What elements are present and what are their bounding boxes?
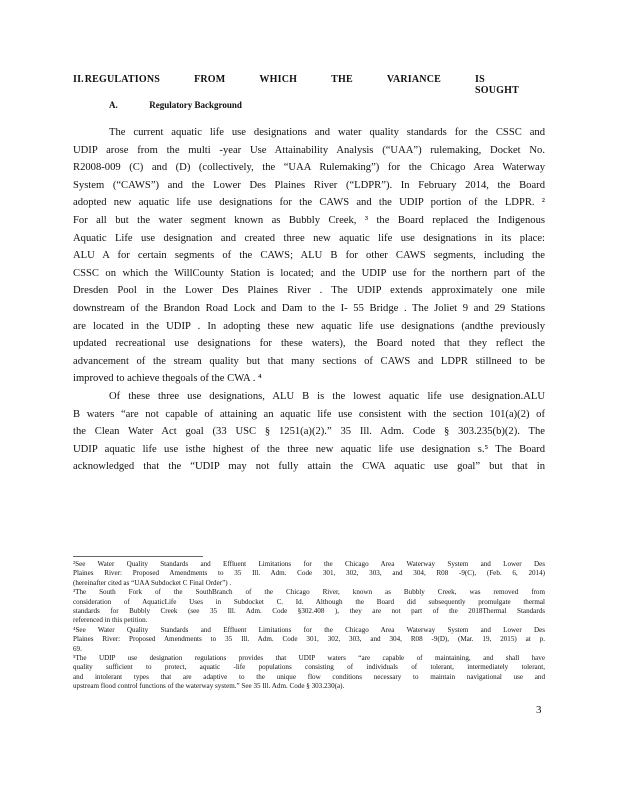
body-line: downstream of the Brandon Road Lock and Dam to the I- 55 Bridge . The Joliet 9 and 29 Stations [73, 302, 545, 314]
body-line: Aquatic Life use designation and created three new aquatic life use designations in its place: [73, 232, 545, 244]
heading-word: WHICH [259, 74, 298, 85]
heading-word: THE [331, 74, 353, 85]
footnote-line: upstream flood control functions of the waterway system.” See 35 Ill. Adm. Code § 303.230(a). [73, 682, 345, 691]
body-line: updated recreational use designations for these waters), the Board noted that they reflect the [73, 338, 545, 350]
body-line: acknowledged that the “UDIP may not fully attain the CWA aquatic use goal” but that in [73, 461, 545, 473]
subsection-heading [109, 100, 242, 110]
footnote-4 [73, 626, 545, 654]
body-line: B waters “are not capable of attaining an aquatic life use consistent with the section 101(a)(2) of [73, 408, 545, 420]
subsection-letter: A. [109, 100, 118, 110]
footnote-separator [73, 556, 203, 557]
body-line: the Clean Water Act goal (33 USC § 1251(a)(2).” 35 Ill. Adm. Code § 303.235(b)(2). The [73, 426, 545, 438]
footnote-line: ³The South Fork of the SouthBranch of the Chicago River, known as Bubbly Creek, was removed from [73, 588, 545, 597]
body-line: The current aquatic life use designations and water quality standards for the CSSC and [109, 127, 545, 138]
footnote-5 [73, 654, 545, 692]
footnote-line: standards for Bubbly Creek (see 35 Ill. Adm. Code §302.408 ), they are not part of the 2018Thermal Standards [73, 607, 545, 616]
section-number: II. [73, 74, 84, 85]
heading-word: IS SOUGHT [475, 74, 520, 96]
footnote-line: Plaines River: Proposed Amendments to 35 Ill. Adm. Code 301, 302, 303, and 304, R08 -9(C), (Feb. 6, 2014) [73, 569, 545, 578]
footnote-3 [73, 588, 545, 626]
body-line: For all but the water segment known as Bubbly Creek, ³ the Board replaced the Indigenous [73, 214, 545, 226]
page-number: 3 [536, 704, 542, 716]
body-line: System (“CAWS”) and the Lower Des Plaines River (“LDPR”). In February 2014, the Board [73, 179, 545, 191]
footnote-2 [73, 560, 545, 588]
body-line: R2008-009 (C) and (D) (collectively, the “UAA Rulemaking”) for the Chicago Area Waterway [73, 162, 545, 174]
body-line: UDIP aquatic life use isthe highest of the three new aquatic life use designation s.⁵ The Board [73, 443, 545, 455]
footnote-line: referenced in this petition. [73, 616, 148, 625]
section-heading [73, 74, 553, 96]
footnote-line: ⁴See Water Quality Standards and Effluent Limitations for the Chicago Area Waterway System and Lower Des [73, 625, 545, 634]
subsection-title: Regulatory Background [149, 100, 242, 110]
body-paragraphs [73, 124, 545, 476]
body-line: are located in the UDIP . In adopting these new aquatic life use designations (andthe previously [73, 320, 545, 332]
heading-word: VARIANCE [386, 74, 442, 85]
body-line: Of these three use designations, ALU B is the lowest aquatic life use designation.ALU [109, 390, 545, 402]
footnote-line: ⁵The UDIP use designation regulations provides that UDIP waters “are capable of maintaining, and shall have [73, 654, 545, 663]
body-line: adopted new aquatic life use designations for the CAWS and the UDIP portion of the LDPR. ² [73, 197, 545, 209]
body-line: Dresden Pool in the Lower Des Plaines River . The UDIP extends approximately one mile [73, 285, 545, 297]
body-line: ALU A for certain segments of the CAWS; ALU B for other CAWS segments, including the [73, 250, 545, 262]
footnotes [73, 560, 545, 692]
body-line: UDIP arose from the multi -year Use Attainability Analysis (“UAA”) rulemaking, Docket No. [73, 144, 545, 156]
footnote-line: ²See Water Quality Standards and Effluent Limitations for the Chicago Area Waterway System and Lower Des [73, 560, 545, 568]
heading-word: REGULATIONS [84, 74, 161, 85]
footnote-line: 69. [73, 644, 82, 653]
footnote-line: quality sufficient to protect, aquatic -life populations consisting of individuals of tolerant, intermediately tolerant, [73, 663, 545, 672]
footnote-line: Plaines River: Proposed Amendments to 35 Ill. Adm. Code 301, 302, 303, and 304, R08 -9(D), (Mar. 19, 2015) at p. [73, 635, 545, 644]
heading-word: FROM [194, 74, 226, 85]
body-line: improved to achieve thegoals of the CWA . ⁴ [73, 373, 262, 385]
body-line: advancement of the stream quality but that many sections of CAWS and LDPR stillneed to be [73, 355, 545, 367]
footnote-line: consideration of AquaticLife Uses in Subdocket C. Id. Although the Board did subsequently promulgate thermal [73, 597, 545, 606]
footnote-line: and intolerant types that are adaptive to the unique flow conditions necessary to maintain navigational use and [73, 672, 545, 681]
body-line: CSSC on which the WillCounty Station is located; and the UDIP use for the northern part of the [73, 267, 545, 279]
footnote-line: (hereinafter cited as “UAA Subdocket C Final Order”) . [73, 578, 232, 587]
